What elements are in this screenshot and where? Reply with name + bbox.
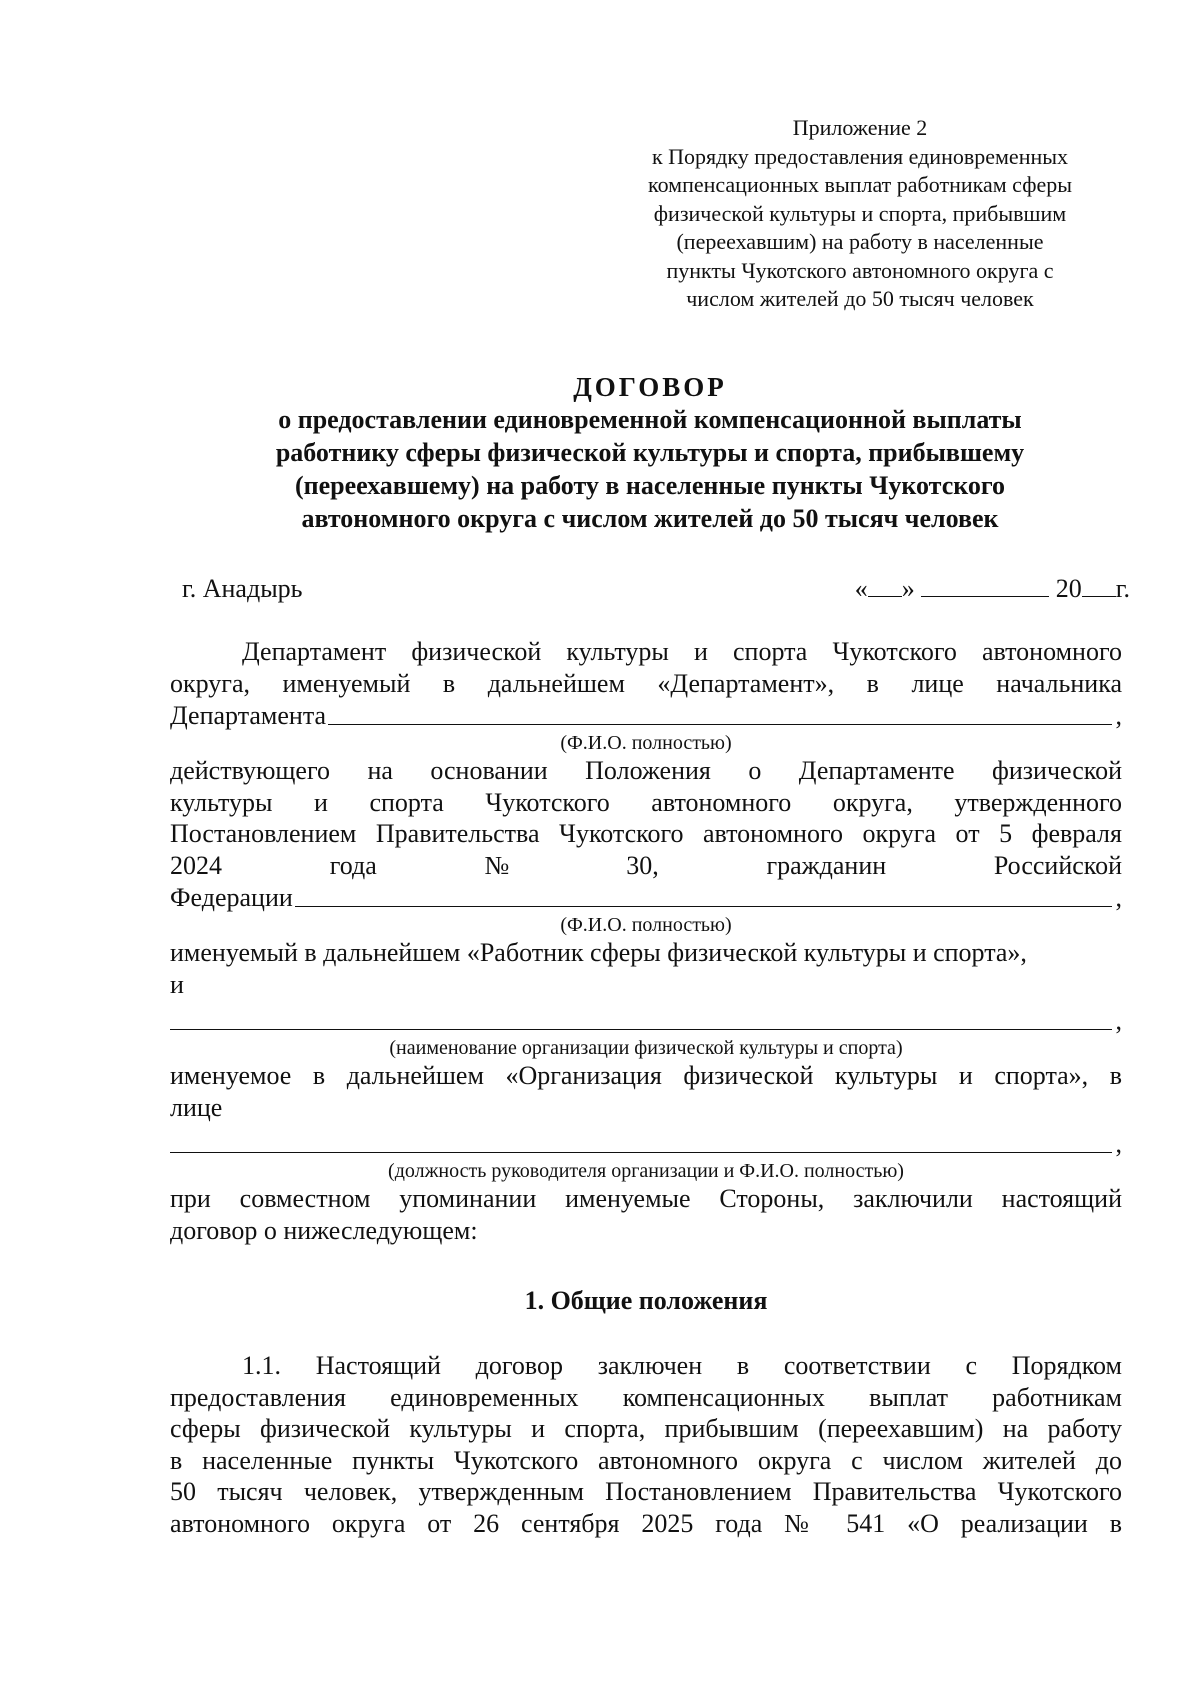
subtitle-line: (переехавшему) на работу в населенные пункты Чукотского (294, 471, 1006, 500)
text-line: Департамент физической культуры и спорта Чукотского автономного (242, 637, 1122, 666)
text-line: Постановлением Правительства Чукотского автономного округа от 5 февраля (170, 819, 1122, 848)
subtitle-line: работнику сферы физической культуры и спорта, прибывшему (275, 438, 1025, 467)
appendix-line: к Порядку предоставления единовременных (651, 143, 1069, 169)
comma: , (1115, 1128, 1122, 1158)
section-heading: 1. Общие положения (524, 1286, 768, 1315)
organization-blank (170, 1004, 1112, 1030)
title-main: ДОГОВОР (573, 372, 727, 402)
text-line: именуемое в дальнейшем «Организация физической культуры и спорта», в (170, 1061, 1122, 1090)
director-row (170, 1127, 1122, 1159)
day-blank (868, 574, 902, 597)
comma: , (1115, 1005, 1122, 1035)
text-line: сферы физической культуры и спорта, прибывшим (переехавшим) на работу (170, 1414, 1122, 1443)
year-prefix: 20 (1055, 574, 1082, 603)
citizen-name-blank (295, 881, 1112, 907)
document-title (170, 371, 1130, 535)
text-line: 1.1. Настоящий договор заключен в соответствии с Порядком (242, 1351, 1122, 1380)
text-line: договор о нижеследующем: (170, 1215, 478, 1245)
appendix-line: (переехавшим) на работу в населенные (676, 229, 1044, 254)
year-suffix: г. (1115, 574, 1130, 603)
text-line: предоставления единовременных компенсационных выплат работникам (170, 1382, 1122, 1412)
text-line: Федерации (170, 882, 293, 912)
text-line: именуемый в дальнейшем «Работник сферы физической культуры и спорта», (170, 938, 1027, 967)
text-line: и (170, 969, 184, 999)
text-line: 2024 года № 30, гражданин Российской (170, 850, 1122, 880)
section-1-text (170, 1350, 1122, 1539)
director-blank (170, 1127, 1112, 1153)
year-blank (1082, 574, 1116, 597)
subtitle-line: о предоставлении единовременной компенсационной выплаты (278, 405, 1022, 434)
comma: , (1115, 700, 1122, 730)
head-name-blank (328, 699, 1111, 725)
city: г. Анадырь (182, 574, 303, 603)
subtitle-line: автономного округа с числом жителей до 50 тысяч человек (301, 504, 999, 533)
text-line: 50 тысяч человек, утвержденным Постановлением Правительства Чукотского (170, 1477, 1122, 1506)
organization-row (170, 1004, 1122, 1036)
text-line: действующего на основании Положения о Департаменте физической (170, 756, 1122, 785)
appendix-line: числом жителей до 50 тысяч человек (686, 286, 1034, 311)
quote-close: » (901, 574, 915, 603)
place-date-row (182, 574, 1130, 608)
caption-head-name: (Ф.И.О. полностью) (560, 732, 732, 754)
appendix-line: физической культуры и спорта, прибывшим (653, 200, 1067, 226)
quote-open: « (854, 574, 868, 603)
title-subtitle (170, 403, 1130, 535)
text-line: лице (170, 1092, 223, 1122)
text-line: при совместном упоминании именуемые Стороны, заключили настоящий (170, 1184, 1122, 1213)
caption-organization: (наименование организации физической культуры и спорта) (389, 1037, 903, 1059)
date-blank (855, 574, 1130, 604)
appendix-reference (620, 114, 1100, 314)
appendix-line: пункты Чукотского автономного округа с (666, 257, 1054, 283)
text-line: в населенные пункты Чукотского автономного округа с числом жителей до (170, 1445, 1122, 1475)
text-line: культуры и спорта Чукотского автономного округа, утвержденного (170, 787, 1122, 817)
head-name-row (170, 699, 1122, 731)
appendix-line: Приложение 2 (792, 115, 928, 140)
text-line: автономного округа от 26 сентября 2025 года № 541 «О реализации в (170, 1508, 1122, 1538)
comma: , (1115, 882, 1122, 912)
caption-citizen-name: (Ф.И.О. полностью) (560, 914, 732, 936)
appendix-line: компенсационных выплат работникам сферы (648, 172, 1072, 197)
text-line: округа, именуемый в дальнейшем «Департамент», в лице начальника (170, 668, 1122, 698)
month-blank (921, 574, 1049, 597)
caption-director: (должность руководителя организации и Ф.И.О. полностью) (388, 1160, 904, 1182)
contract-preamble (170, 636, 1122, 1246)
text-line: Департамента (170, 700, 327, 730)
citizen-name-row (170, 881, 1122, 913)
